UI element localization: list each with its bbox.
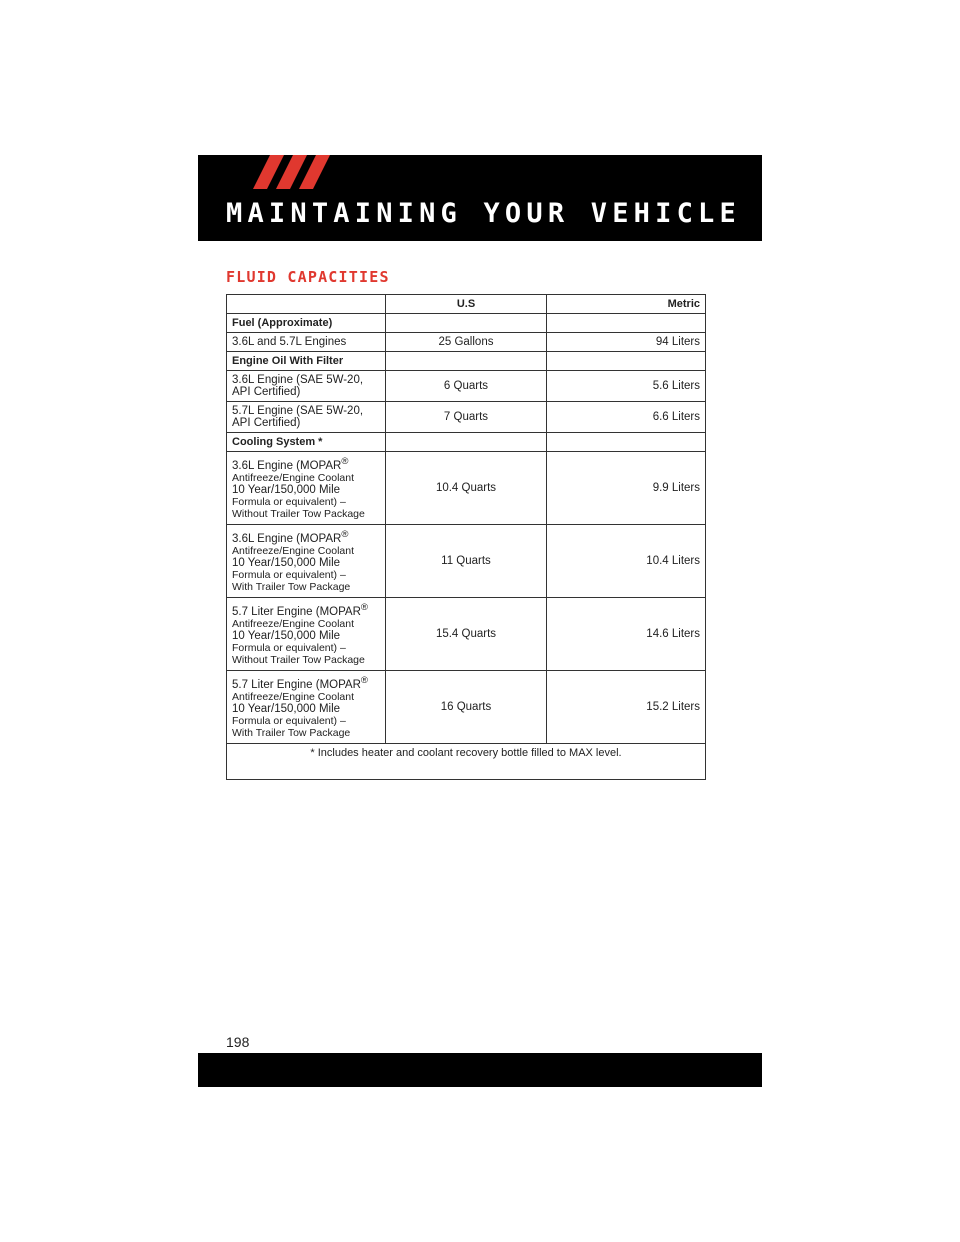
row-value-metric: 9.9 Liters — [546, 452, 705, 525]
table-row — [227, 598, 706, 671]
row-value-metric: 14.6 Liters — [546, 598, 705, 671]
row-description: 3.6L Engine (MOPAR® Antifreeze/Engine Coolant 10 Year/150,000 Mile Formula or equivalent) – With Trailer Tow Package — [227, 525, 386, 598]
table-header-row — [227, 295, 706, 314]
section-title: MAINTAINING YOUR VEHICLE — [226, 198, 741, 229]
column-header-us: U.S — [386, 295, 546, 314]
table-row — [227, 402, 706, 433]
table-row — [227, 671, 706, 744]
row-value-us: 7 Quarts — [386, 402, 546, 433]
column-header-metric: Metric — [546, 295, 705, 314]
section-header-band — [198, 155, 762, 241]
group-row-cooling — [227, 433, 706, 452]
row-description: 3.6L and 5.7L Engines — [227, 333, 386, 352]
group-row-fuel — [227, 314, 706, 333]
group-label-oil: Engine Oil With Filter — [227, 352, 386, 371]
row-description: 3.6L Engine (MOPAR® Antifreeze/Engine Coolant 10 Year/150,000 Mile Formula or equivalent) – Without Trailer Tow Package — [227, 452, 386, 525]
page-number: 198 — [226, 1034, 250, 1050]
fluid-capacities-table — [226, 294, 706, 780]
table-row — [227, 525, 706, 598]
footnote: * Includes heater and coolant recovery bottle filled to MAX level. — [227, 744, 706, 780]
row-description: 5.7 Liter Engine (MOPAR® Antifreeze/Engine Coolant 10 Year/150,000 Mile Formula or equivalent) – With Trailer Tow Package — [227, 671, 386, 744]
row-value-us: 6 Quarts — [386, 371, 546, 402]
row-description: 3.6L Engine (SAE 5W-20, API Certified) — [227, 371, 386, 402]
footer-band — [198, 1053, 762, 1087]
group-label-fuel: Fuel (Approximate) — [227, 314, 386, 333]
row-value-us: 10.4 Quarts — [386, 452, 546, 525]
row-description: 5.7 Liter Engine (MOPAR® Antifreeze/Engine Coolant 10 Year/150,000 Mile Formula or equivalent) – Without Trailer Tow Package — [227, 598, 386, 671]
column-header-description — [227, 295, 386, 314]
table-row — [227, 452, 706, 525]
row-value-metric: 10.4 Liters — [546, 525, 705, 598]
row-value-us: 11 Quarts — [386, 525, 546, 598]
row-value-metric: 15.2 Liters — [546, 671, 705, 744]
row-value-metric: 6.6 Liters — [546, 402, 705, 433]
group-label-cooling: Cooling System * — [227, 433, 386, 452]
brand-stripes-icon — [253, 155, 343, 189]
table-row — [227, 371, 706, 402]
table-row — [227, 333, 706, 352]
row-value-us: 15.4 Quarts — [386, 598, 546, 671]
row-value-metric: 94 Liters — [546, 333, 705, 352]
group-row-oil — [227, 352, 706, 371]
row-description: 5.7L Engine (SAE 5W-20, API Certified) — [227, 402, 386, 433]
page-heading: FLUID CAPACITIES — [226, 268, 390, 286]
row-value-us: 25 Gallons — [386, 333, 546, 352]
row-value-us: 16 Quarts — [386, 671, 546, 744]
footnote-row — [227, 744, 706, 780]
row-value-metric: 5.6 Liters — [546, 371, 705, 402]
